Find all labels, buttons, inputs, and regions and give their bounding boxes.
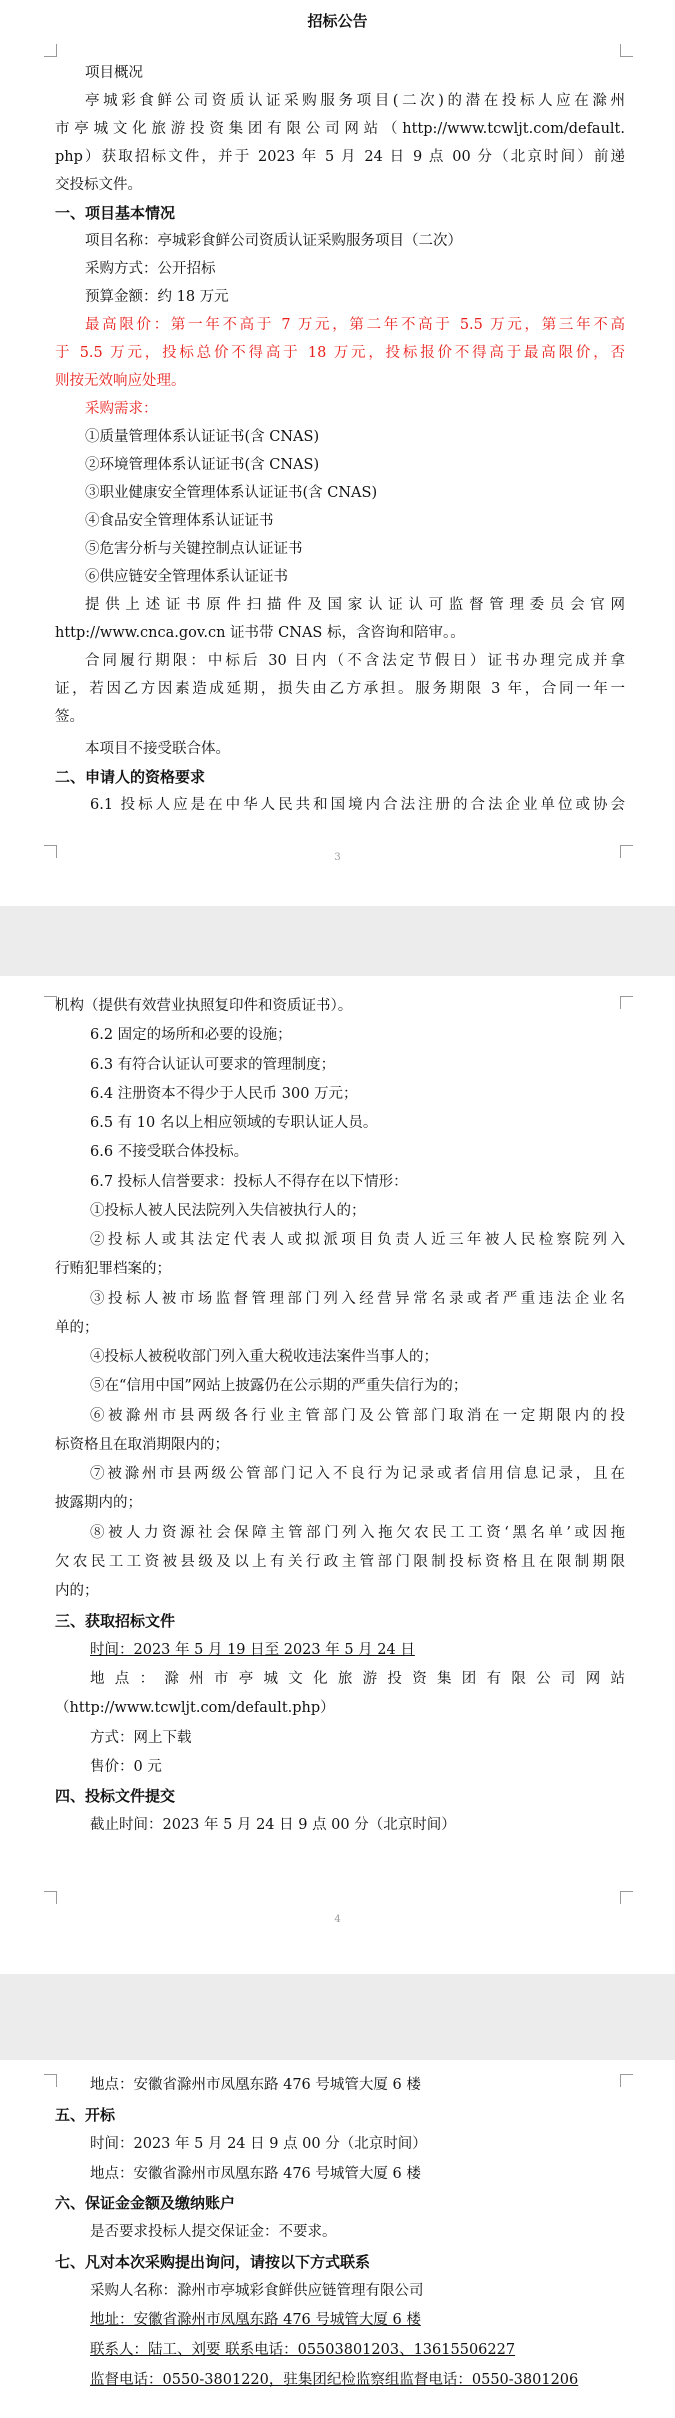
cert-note-line: http://www.cnca.gov.cn 证书带 CNAS 标，含咨询和陪审。。 — [55, 625, 465, 641]
submission-place: 地点：安徽省滁州市凤凰东路 476 号城管大厦 6 楼 — [90, 2077, 421, 2093]
credit-condition: ⑦被滁州市县两级公管部门记入不良行为记录或者信用信息记录，且在 — [90, 1466, 625, 1482]
cert-item: ①质量管理体系认证证书(含 CNAS) — [85, 429, 320, 445]
cert-item: ④食品安全管理体系认证证书 — [85, 513, 274, 529]
download-time: 时间：2023 年 5 月 19 日至 2023 年 5 月 24 日 — [90, 1642, 415, 1658]
page-number: 3 — [334, 852, 341, 863]
credit-condition: 标资格且在取消期限内的； — [55, 1437, 229, 1453]
credit-condition: 披露期内的； — [55, 1495, 142, 1511]
cert-item: ②环境管理体系认证证书(含 CNAS) — [85, 457, 320, 473]
max-price-line: 于 5.5 万元，投标总价不得高于 18 万元，投标报价不得高于最高限价，否 — [55, 345, 625, 361]
opening-place: 地点：安徽省滁州市凤凰东路 476 号城管大厦 6 楼 — [90, 2166, 421, 2182]
budget: 预算金额：约 18 万元 — [85, 289, 229, 305]
project-name: 项目名称：亭城彩食鲜公司资质认证采购服务项目（二次） — [85, 233, 462, 249]
section-heading-4: 四、投标文件提交 — [55, 1787, 176, 1805]
contract-line: 证，若因乙方因素造成延期，损失由乙方承担。服务期限 3 年，合同一年一 — [55, 681, 625, 697]
credit-condition: 内的； — [55, 1583, 99, 1599]
credit-condition: ②投标人或其法定代表人或拟派项目负责人近三年被人民检察院列入 — [90, 1232, 625, 1248]
procurement-method: 采购方式：公开招标 — [85, 261, 216, 277]
contract-line: 签。 — [55, 709, 84, 725]
cert-item: ③职业健康安全管理体系认证证书(含 CNAS) — [85, 485, 378, 501]
section-heading-7: 七、凡对本次采购提出询问，请按以下方式联系 — [55, 2253, 371, 2271]
max-price-line: 最高限价：第一年不高于 7 万元，第二年不高于 5.5 万元，第三年不高 — [85, 317, 625, 333]
credit-condition: ⑥被滁州市县两级各行业主管部门及公管部门取消在一定期限内的投 — [90, 1408, 625, 1424]
qualification-item: 6.6 不接受联合体投标。 — [90, 1144, 249, 1160]
opening-time: 时间：2023 年 5 月 24 日 9 点 00 分（北京时间） — [90, 2136, 427, 2152]
document-price: 售价：0 元 — [90, 1759, 162, 1775]
requirements-heading: 采购需求： — [85, 401, 158, 417]
buyer-address: 地址：安徽省滁州市凤凰东路 476 号城管大厦 6 楼 — [90, 2312, 421, 2328]
document-page-5 — [0, 2060, 675, 2418]
submission-deadline: 截止时间：2023 年 5 月 24 日 9 点 00 分（北京时间） — [90, 1817, 456, 1833]
no-consortium: 本项目不接受联合体。 — [85, 741, 230, 757]
buyer-name: 采购人名称：滁州市亭城彩食鲜供应链管理有限公司 — [90, 2283, 424, 2299]
credit-condition: 行贿犯罪档案的； — [55, 1261, 171, 1277]
qualification-item: 6.4 注册资本不得少于人民币 300 万元； — [90, 1086, 358, 1102]
download-place: 地点：滁州市亭城文化旅游投资集团有限公司网站 — [90, 1671, 625, 1687]
contract-line: 合同履行期限：中标后 30 日内（不含法定节假日）证书办理完成并拿 — [85, 653, 625, 669]
contact-person: 联系人：陆工、刘要 联系电话：05503801203、13615506227 — [90, 2342, 516, 2358]
credit-condition: ③投标人被市场监督管理部门列入经营异常名录或者严重违法企业名 — [90, 1291, 625, 1307]
credit-condition: ⑧被人力资源社会保障主管部门列入拖欠农民工工资‘黑名单’或因拖 — [90, 1525, 625, 1541]
crop-mark — [44, 2074, 57, 2087]
credit-condition: 欠农民工工资被县级及以上有关行政主管部门限制投标资格且在限制期限 — [55, 1554, 625, 1570]
qualification-item: 6.3 有符合认证认可要求的管理制度； — [90, 1057, 336, 1073]
qualification-6-1-cont: 机构（提供有效营业执照复印件和资质证书）。 — [55, 998, 353, 1014]
overview-line: 亭城彩食鲜公司资质认证采购服务项目(二次)的潜在投标人应在滁州 — [85, 93, 625, 109]
overview-line: php）获取招标文件，并于 2023 年 5 月 24 日 9 点 00 分（北京时间）前递 — [55, 149, 625, 165]
credit-condition: 单的； — [55, 1320, 99, 1336]
download-method: 方式：网上下载 — [90, 1730, 192, 1746]
section-heading-2: 二、申请人的资格要求 — [55, 768, 206, 786]
crop-mark — [620, 44, 633, 57]
crop-mark — [620, 1891, 633, 1904]
section-heading-3: 三、获取招标文件 — [55, 1612, 176, 1630]
document-page-3 — [0, 0, 675, 906]
overview-line: 交投标文件。 — [55, 177, 142, 193]
deposit-requirement: 是否要求投标人提交保证金：不要求。 — [90, 2224, 337, 2240]
credit-condition: ④投标人被税收部门列入重大税收违法案件当事人的； — [90, 1349, 438, 1365]
qualification-item: 6.5 有 10 名以上相应领域的专职认证人员。 — [90, 1115, 378, 1131]
overview-line: 市亭城文化旅游投资集团有限公司网站（http://www.tcwljt.com/default. — [55, 121, 625, 137]
cert-item: ⑤危害分析与关键控制点认证证书 — [85, 541, 303, 557]
section-heading-6: 六、保证金金额及缴纳账户 — [55, 2194, 236, 2212]
crop-mark — [44, 1891, 57, 1904]
document-page-4 — [0, 976, 675, 1974]
qualification-item: 6.7 投标人信誉要求：投标人不得存在以下情形： — [90, 1174, 408, 1190]
page-number: 4 — [334, 1914, 341, 1925]
credit-condition: ①投标人被人民法院列入失信被执行人的； — [90, 1203, 366, 1219]
qualification-6-1: 6.1 投标人应是在中华人民共和国境内合法注册的合法企业单位或协会 — [90, 797, 625, 813]
qualification-item: 6.2 固定的场所和必要的设施； — [90, 1027, 292, 1043]
section-heading-1: 一、项目基本情况 — [55, 204, 176, 222]
overview-heading: 项目概况 — [85, 65, 143, 81]
cert-item: ⑥供应链安全管理体系认证证书 — [85, 569, 288, 585]
section-heading-5: 五、开标 — [55, 2106, 116, 2124]
supervision-phone: 监督电话：0550-3801220，驻集团纪检监察组监督电话：0550-3801206 — [90, 2372, 579, 2388]
page-title: 招标公告 — [307, 12, 368, 30]
download-url: （http://www.tcwljt.com/default.php） — [55, 1700, 335, 1716]
crop-mark — [44, 44, 57, 57]
cert-note-line: 提供上述证书原件扫描件及国家认证认可监督管理委员会官网 — [85, 597, 625, 613]
max-price-line: 则按无效响应处理。 — [55, 373, 186, 389]
credit-condition: ⑤在“信用中国”网站上披露仍在公示期的严重失信行为的； — [90, 1378, 468, 1394]
